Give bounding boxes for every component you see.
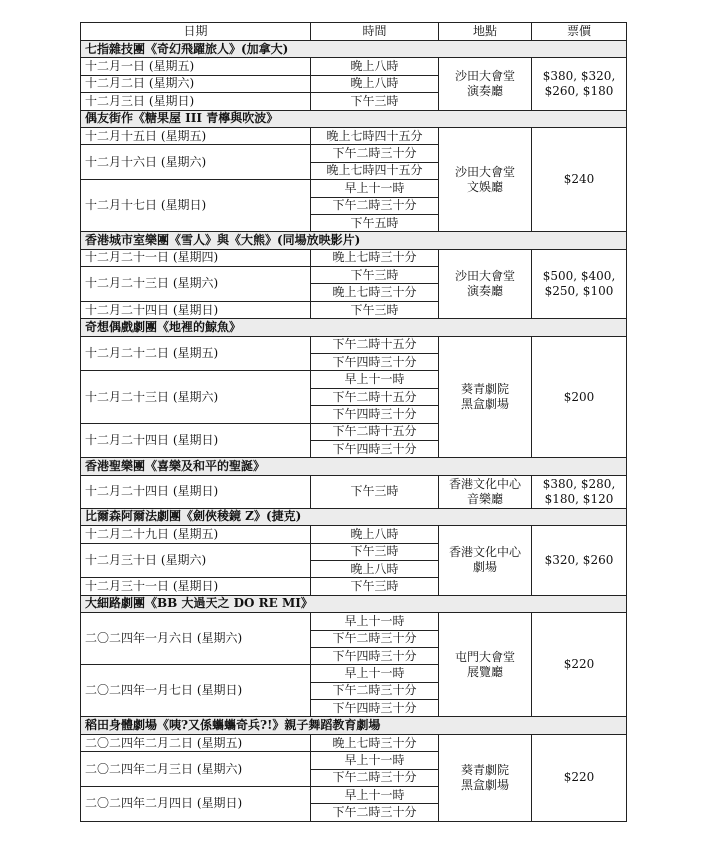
price-line: $380, $280, <box>542 476 616 491</box>
time-cell: 下午二時十五分 <box>311 336 439 353</box>
price-line: $500, $400, <box>542 268 616 283</box>
time-cell: 下午三時 <box>311 93 439 110</box>
programme-title: 稻田身體劇場《咦?又係蠵蠵奇兵?!》親子舞蹈教育劇場 <box>81 717 627 734</box>
venue-line: 沙田大會堂 <box>454 164 515 179</box>
date-cell: 二〇二四年二月二日 (星期五) <box>81 734 311 751</box>
time-cell: 晚上八時 <box>311 560 439 577</box>
time-cell: 下午二時三十分 <box>311 804 439 821</box>
date-cell: 十二月二十一日 (星期四) <box>81 249 311 266</box>
time-cell: 下午二時三十分 <box>311 682 439 699</box>
price-line: $240 <box>563 172 595 187</box>
header-time: 時間 <box>311 23 439 41</box>
programme-title-row <box>81 110 627 127</box>
schedule-table <box>80 22 627 822</box>
venue-cell <box>439 336 532 458</box>
date-cell: 十二月三十一日 (星期日) <box>81 578 311 595</box>
price-line: $220 <box>563 770 595 785</box>
programme-title-row <box>81 595 627 612</box>
venue-cell <box>439 613 532 717</box>
price-cell <box>532 475 627 508</box>
header-row <box>81 23 627 41</box>
time-cell: 下午二時三十分 <box>311 197 439 214</box>
date-cell: 十二月二十四日 (星期日) <box>81 301 311 318</box>
time-cell: 早上十一時 <box>311 371 439 388</box>
programme-title-row <box>81 319 627 336</box>
time-cell: 下午三時 <box>311 475 439 508</box>
price-line: $200 <box>563 389 595 404</box>
schedule-row <box>81 734 627 751</box>
venue-line: 劇場 <box>472 560 497 575</box>
date-cell: 二〇二四年一月七日 (星期日) <box>81 665 311 717</box>
venue-cell <box>439 526 532 596</box>
date-cell: 十二月二日 (星期六) <box>81 75 311 92</box>
venue-cell <box>439 58 532 110</box>
time-cell: 早上十一時 <box>311 665 439 682</box>
price-cell <box>532 734 627 821</box>
schedule-body <box>81 41 627 822</box>
price-line: $260, $180 <box>544 83 614 98</box>
programme-title-row <box>81 41 627 58</box>
programme-title: 偶友街作《糖果屋 III 青檸與吹波》 <box>81 110 627 127</box>
programme-title: 香港城市室樂團《雪人》與《大熊》(同場放映影片) <box>81 232 627 249</box>
venue-line: 演奏廳 <box>466 83 503 98</box>
price-cell <box>532 613 627 717</box>
programme-title: 奇想偶戲劇團《地裡的鯨魚》 <box>81 319 627 336</box>
schedule-row <box>81 526 627 543</box>
programme-title-row <box>81 717 627 734</box>
header-date: 日期 <box>81 23 311 41</box>
price-cell <box>532 336 627 458</box>
time-cell: 下午二時三十分 <box>311 630 439 647</box>
venue-cell <box>439 127 532 231</box>
price-line: $250, $100 <box>544 283 614 298</box>
date-cell: 十二月十七日 (星期日) <box>81 180 311 232</box>
schedule-row <box>81 58 627 75</box>
time-cell: 下午四時三十分 <box>311 440 439 457</box>
venue-line: 展覽廳 <box>466 664 503 679</box>
date-cell: 十二月二十三日 (星期六) <box>81 267 311 302</box>
time-cell: 下午四時三十分 <box>311 700 439 717</box>
venue-line: 黑盒劇場 <box>460 777 509 792</box>
price-line: $220 <box>563 657 595 672</box>
time-cell: 早上十一時 <box>311 613 439 630</box>
date-cell: 二〇二四年二月四日 (星期日) <box>81 787 311 822</box>
venue-line: 沙田大會堂 <box>454 268 515 283</box>
programme-title: 比爾森阿爾法劇團《劍俠稜鏡 Z》(捷克) <box>81 508 627 525</box>
venue-line: 香港文化中心 <box>448 476 521 491</box>
date-cell: 二〇二四年二月三日 (星期六) <box>81 752 311 787</box>
time-cell: 晚上七時四十五分 <box>311 162 439 179</box>
time-cell: 下午四時三十分 <box>311 647 439 664</box>
header-venue: 地點 <box>439 23 532 41</box>
time-cell: 早上十一時 <box>311 752 439 769</box>
programme-title: 香港聖樂團《喜樂及和平的聖誕》 <box>81 458 627 475</box>
time-cell: 下午三時 <box>311 301 439 318</box>
venue-cell <box>439 475 532 508</box>
time-cell: 下午五時 <box>311 214 439 231</box>
price-line: $180, $120 <box>544 491 614 506</box>
time-cell: 晚上七時三十分 <box>311 249 439 266</box>
date-cell: 十二月二十二日 (星期五) <box>81 336 311 371</box>
date-cell: 十二月二十九日 (星期五) <box>81 526 311 543</box>
price-cell <box>532 526 627 596</box>
date-cell: 十二月二十三日 (星期六) <box>81 371 311 423</box>
programme-title-row <box>81 458 627 475</box>
date-cell: 二〇二四年一月六日 (星期六) <box>81 613 311 665</box>
venue-line: 香港文化中心 <box>448 545 521 560</box>
time-cell: 早上十一時 <box>311 787 439 804</box>
date-cell: 十二月十五日 (星期五) <box>81 127 311 144</box>
date-cell: 十二月二十四日 (星期日) <box>81 423 311 458</box>
programme-title-row <box>81 232 627 249</box>
time-cell: 早上十一時 <box>311 180 439 197</box>
price-line: $380, $320, <box>542 68 616 83</box>
schedule-row <box>81 336 627 353</box>
price-cell <box>532 249 627 319</box>
time-cell: 下午三時 <box>311 267 439 284</box>
date-cell: 十二月十六日 (星期六) <box>81 145 311 180</box>
time-cell: 下午四時三十分 <box>311 354 439 371</box>
venue-line: 屯門大會堂 <box>454 649 515 664</box>
time-cell: 晚上七時三十分 <box>311 284 439 301</box>
venue-line: 音樂廳 <box>466 491 503 506</box>
time-cell: 晚上八時 <box>311 75 439 92</box>
time-cell: 下午三時 <box>311 543 439 560</box>
programme-title: 七指雜技團《奇幻飛躍旅人》(加拿大) <box>81 41 627 58</box>
venue-cell <box>439 249 532 319</box>
time-cell: 下午四時三十分 <box>311 406 439 423</box>
programme-title-row <box>81 508 627 525</box>
time-cell: 晚上八時 <box>311 58 439 75</box>
venue-line: 演奏廳 <box>466 283 503 298</box>
time-cell: 下午三時 <box>311 578 439 595</box>
venue-line: 葵青劇院 <box>460 762 509 777</box>
programme-title: 大細路劇團《BB 大過天之 DO RE MI》 <box>81 595 627 612</box>
schedule-row <box>81 249 627 266</box>
time-cell: 下午二時三十分 <box>311 769 439 786</box>
schedule-row <box>81 475 627 508</box>
price-cell <box>532 58 627 110</box>
venue-line: 黑盒劇場 <box>460 397 509 411</box>
price-line: $320, $260 <box>544 552 614 567</box>
time-cell: 晚上七時四十五分 <box>311 127 439 144</box>
time-cell: 晚上七時三十分 <box>311 734 439 751</box>
venue-cell <box>439 734 532 821</box>
venue-line: 文娛廳 <box>466 179 503 194</box>
date-cell: 十二月三日 (星期日) <box>81 93 311 110</box>
date-cell: 十二月一日 (星期五) <box>81 58 311 75</box>
date-cell: 十二月三十日 (星期六) <box>81 543 311 578</box>
venue-line: 葵青劇院 <box>460 382 509 396</box>
price-cell <box>532 127 627 231</box>
time-cell: 下午二時十五分 <box>311 423 439 440</box>
time-cell: 下午二時三十分 <box>311 145 439 162</box>
schedule-row <box>81 613 627 630</box>
venue-line: 沙田大會堂 <box>454 68 515 83</box>
time-cell: 下午二時十五分 <box>311 388 439 405</box>
date-cell: 十二月二十四日 (星期日) <box>81 475 311 508</box>
time-cell: 晚上八時 <box>311 526 439 543</box>
header-price: 票價 <box>532 23 627 41</box>
schedule-row <box>81 127 627 144</box>
